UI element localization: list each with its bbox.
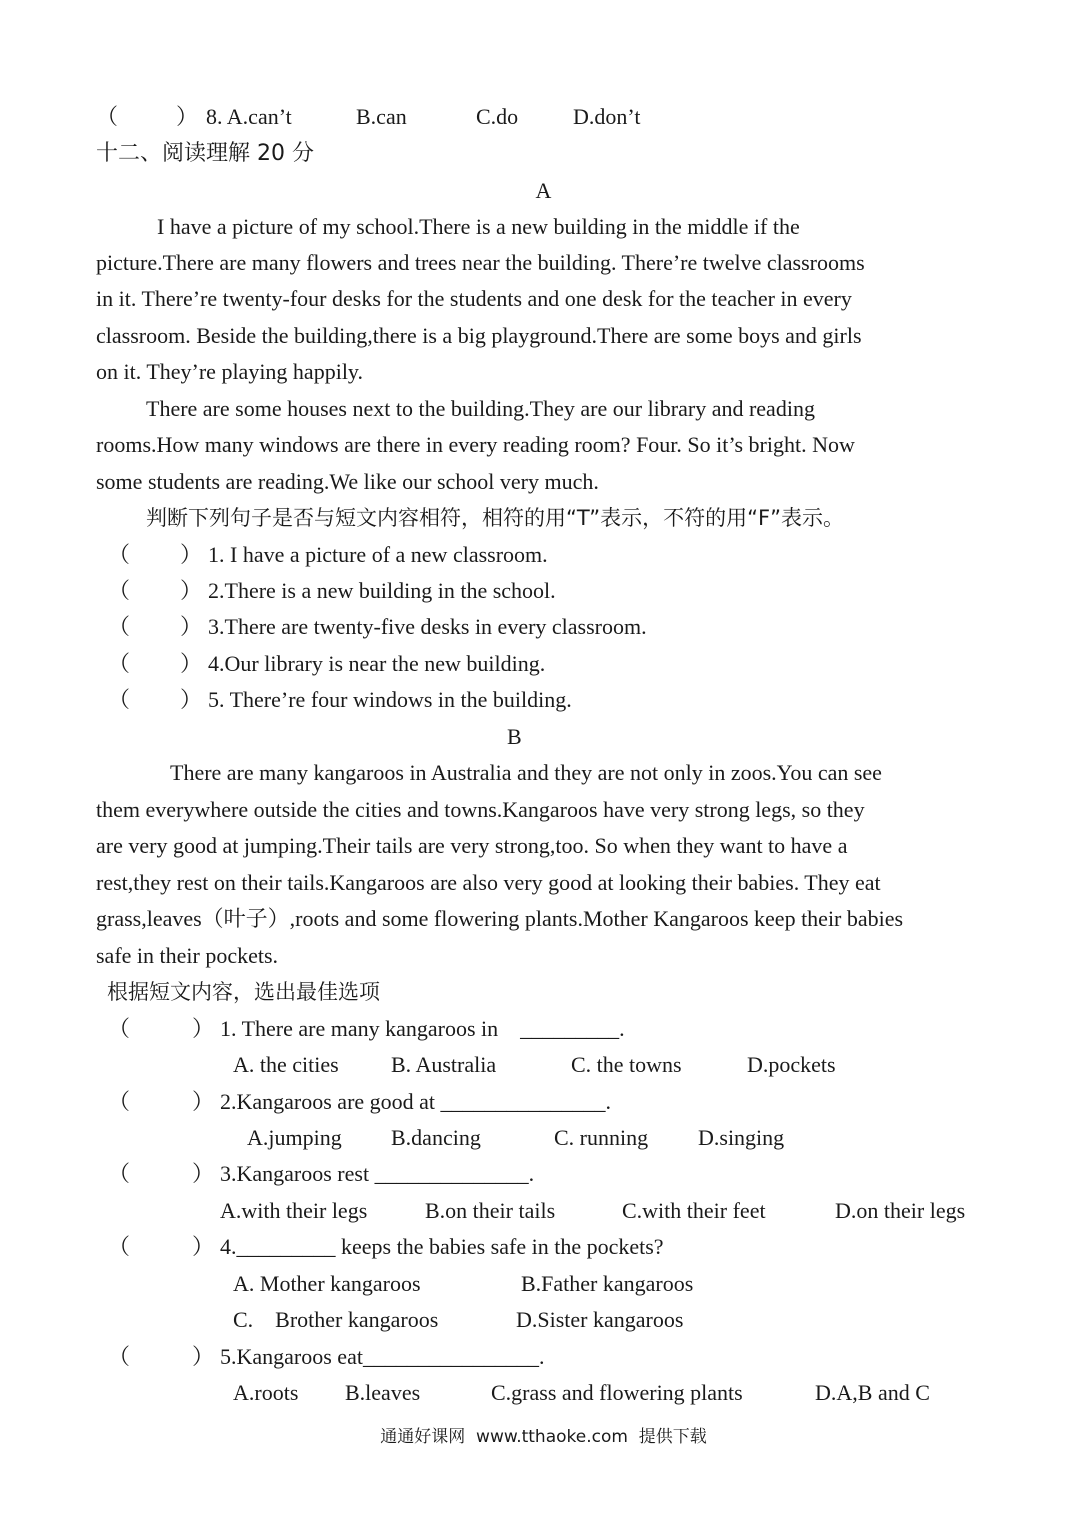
part-a-question: 4.Our library is near the new building. <box>208 651 546 676</box>
part-b-q2-close: ） <box>192 1089 215 1114</box>
part-b-question-stem: 2.Kangaroos are good at _______________. <box>220 1089 612 1114</box>
part-b-q3-close: ） <box>192 1161 215 1186</box>
part-b-question-stem: 3.Kangaroos rest ______________. <box>220 1161 535 1186</box>
part-b-passage-line: grass,leaves（叶子）,roots and some flowering plants.Mother Kangaroos keep their babies <box>96 906 904 931</box>
part-a-passage-line: There are some houses next to the building.They are our library and reading <box>146 396 815 421</box>
part-b-q1-paren: （ <box>108 1016 131 1041</box>
part-a-passage-line: picture.There are many flowers and trees near the building. There’re twelve classrooms <box>96 250 865 275</box>
part-a-passage-line: I have a picture of my school.There is a new building in the middle if the <box>157 214 800 239</box>
part-b-option: B. Australia <box>391 1052 497 1077</box>
part-a-q4-close: ） <box>180 651 203 676</box>
part-a-question: 5. There’re four windows in the building. <box>208 687 572 712</box>
part-a-passage-line: rooms.How many windows are there in every reading room? Four. So it’s bright. Now <box>96 432 855 457</box>
part-b-question-stem: 1. There are many kangaroos in _________. <box>220 1016 625 1041</box>
part-b-option: A.with their legs <box>220 1198 368 1223</box>
q8-open-paren: （ <box>96 104 119 129</box>
q8-option-d: D.don’t <box>573 104 641 129</box>
q8-option-c: C.do <box>476 104 519 129</box>
part-b-instruction: 根据短文内容，选出最佳选项 <box>107 980 380 1004</box>
part-b-option: B.on their tails <box>425 1198 556 1223</box>
part-b-q4-close: ） <box>192 1234 215 1259</box>
q8-close-paren: ） <box>176 104 199 129</box>
part-a-passage-line: in it. There’re twenty-four desks for the students and one desk for the teacher in every <box>96 286 852 311</box>
q8-option-b: B.can <box>356 104 407 129</box>
part-a-q2-paren: （ <box>108 578 131 603</box>
part-b-option: D.pockets <box>747 1052 836 1077</box>
part-b-option: A.roots <box>233 1380 299 1405</box>
part-a-instruction: 判断下列句子是否与短文内容相符，相符的用“T”表示，不符的用“F”表示。 <box>146 506 844 530</box>
part-a-question: 3.There are twenty-five desks in every classroom. <box>208 614 647 639</box>
part-b-option: D.A,B and C <box>815 1380 930 1405</box>
part-b-heading: B <box>507 724 522 749</box>
part-b-option: B.Father kangaroos <box>521 1271 694 1296</box>
part-b-option: A. Mother kangaroos <box>233 1271 421 1296</box>
part-a-passage-line: some students are reading.We like our school very much. <box>96 469 599 494</box>
part-b-passage-line: rest,they rest on their tails.Kangaroos are also very good at looking their babies. They eat <box>96 870 881 895</box>
part-b-option: C.grass and flowering plants <box>491 1380 743 1405</box>
part-b-q4-paren: （ <box>108 1234 131 1259</box>
part-b-q3-paren: （ <box>108 1161 131 1186</box>
part-a-question: 1. I have a picture of a new classroom. <box>208 542 548 567</box>
part-a-heading: A <box>535 178 552 203</box>
section-title: 十二、阅读理解 20 分 <box>96 141 314 166</box>
part-b-option: D.Sister kangaroos <box>516 1307 684 1332</box>
part-b-passage-line: are very good at jumping.Their tails are very strong,too. So when they want to have a <box>96 833 848 858</box>
part-b-option: D.singing <box>698 1125 785 1150</box>
part-a-q2-close: ） <box>180 578 203 603</box>
footer-watermark: 通通好课网 www.tthaoke.com 提供下载 <box>380 1427 707 1447</box>
part-b-q5-paren: （ <box>108 1344 131 1369</box>
part-b-option: C. the towns <box>571 1052 682 1077</box>
part-a-q3-paren: （ <box>108 614 131 639</box>
part-b-option: B.leaves <box>345 1380 421 1405</box>
part-a-q4-paren: （ <box>108 651 131 676</box>
part-a-passage-line: on it. They’re playing happily. <box>96 359 363 384</box>
part-b-passage-line: There are many kangaroos in Australia and they are not only in zoos.You can see <box>170 760 882 785</box>
part-b-passage-line: safe in their pockets. <box>96 943 279 968</box>
part-b-q5-close: ） <box>192 1344 215 1369</box>
part-a-question: 2.There is a new building in the school. <box>208 578 556 603</box>
part-b-question-stem: 5.Kangaroos eat________________. <box>220 1344 545 1369</box>
part-b-option: A.jumping <box>247 1125 342 1150</box>
part-a-passage-line: classroom. Beside the building,there is a big playground.There are some boys and girls <box>96 323 862 348</box>
part-b-passage-line: them everywhere outside the cities and towns.Kangaroos have very strong legs, so they <box>96 797 865 822</box>
part-b-option: B.dancing <box>391 1125 481 1150</box>
part-a-q3-close: ） <box>180 614 203 639</box>
part-b-option: C. Brother kangaroos <box>233 1307 439 1332</box>
q8-option-a: 8. A.can’t <box>206 104 292 129</box>
part-b-q1-close: ） <box>192 1016 215 1041</box>
part-b-option: A. the cities <box>233 1052 339 1077</box>
part-a-q5-close: ） <box>180 687 203 712</box>
part-a-q5-paren: （ <box>108 687 131 712</box>
part-b-option: C. running <box>554 1125 649 1150</box>
part-b-option: C.with their feet <box>622 1198 766 1223</box>
part-a-q1-paren: （ <box>108 542 131 567</box>
part-b-question-stem: 4._________ keeps the babies safe in the pockets? <box>220 1234 664 1259</box>
part-a-q1-close: ） <box>180 542 203 567</box>
part-b-q2-paren: （ <box>108 1089 131 1114</box>
part-b-option: D.on their legs <box>835 1198 966 1223</box>
